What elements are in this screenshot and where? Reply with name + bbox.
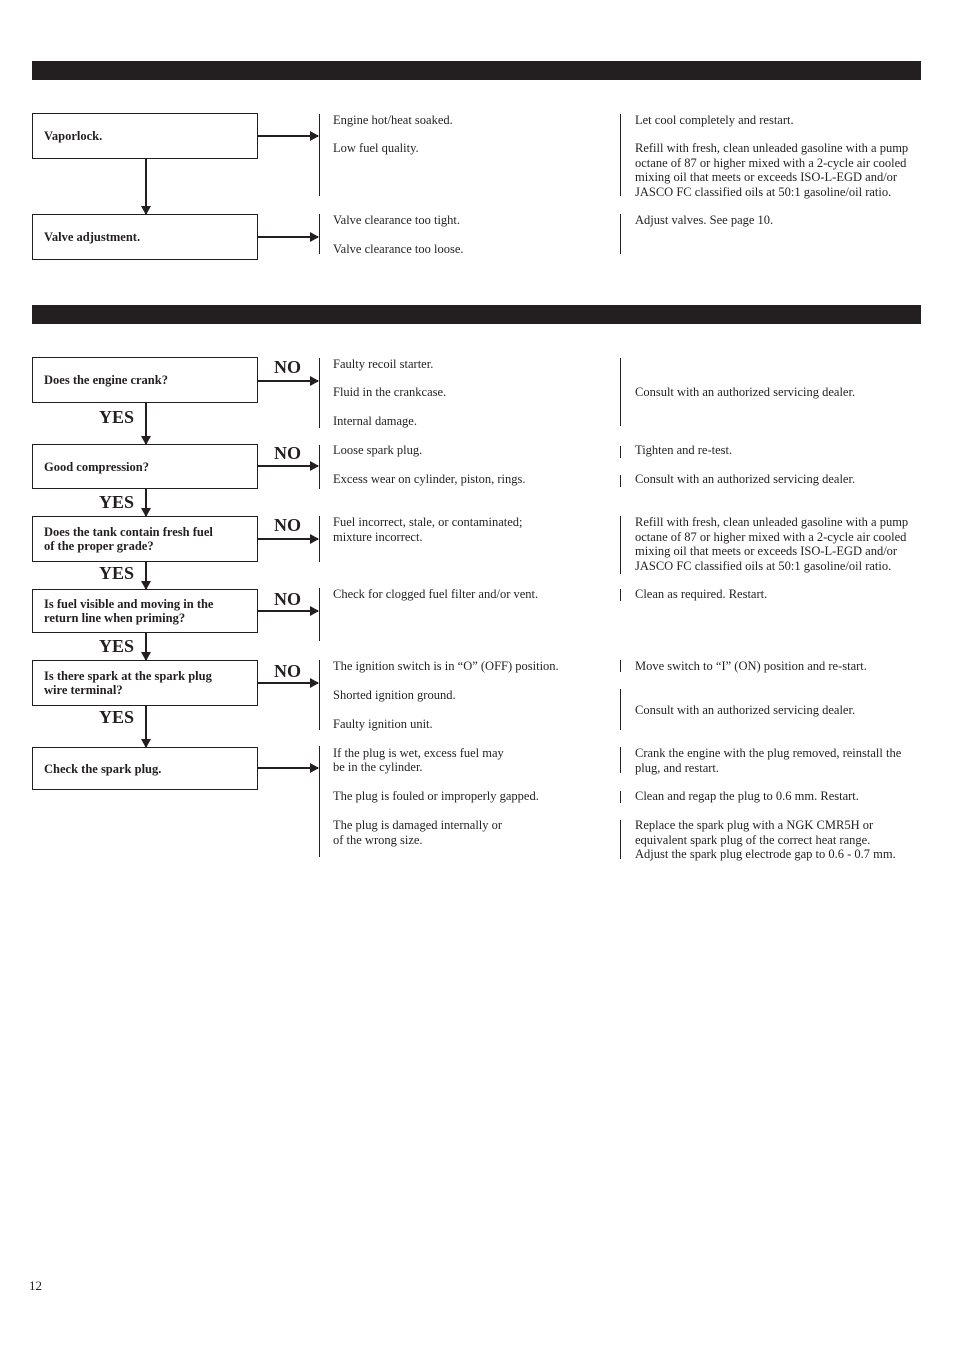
- check-plug-arrow: [258, 767, 318, 769]
- remedy-text: equivalent spark plug of the correct heat range.: [635, 832, 871, 847]
- remedy-text: Adjust valves. See page 10.: [635, 213, 774, 227]
- remedy-line: Refill with fresh, clean unleaded gasoline with a pump: [635, 141, 909, 155]
- check-plug-box: [32, 747, 258, 790]
- vaporlock-box: [32, 113, 258, 159]
- section-header-bar-2: [32, 305, 921, 324]
- cause-text: of the wrong size.: [333, 833, 423, 847]
- cause-text: mixture incorrect.: [333, 530, 423, 544]
- yes-label: YES: [99, 707, 135, 727]
- remedy-divider: [620, 820, 621, 859]
- no-arrow: [258, 380, 318, 382]
- cause-text: Valve clearance too tight.: [333, 213, 461, 227]
- remedy-text: JASCO FC classified oils at 50:1 gasoline/oil ratio.: [635, 558, 892, 573]
- remedy-divider: [620, 689, 621, 730]
- cause-divider: [319, 214, 320, 254]
- cause-divider: [319, 660, 320, 730]
- remedy-text: Move switch to “I” (ON) position and re-start.: [635, 659, 867, 673]
- cause-text: Check for clogged fuel filter and/or vent.: [333, 587, 539, 601]
- remedy-divider: [620, 589, 621, 601]
- remedy-text: octane of 87 or higher mixed with a 2-cycle air cooled: [635, 529, 907, 544]
- remedy-line: mixing oil that meets or exceeds ISO-L-EGD and/or: [635, 170, 898, 184]
- remedy-text: Refill with fresh, clean unleaded gasoline with a pump: [635, 515, 909, 529]
- remedy-divider: [620, 747, 621, 773]
- fresh-fuel-box: [32, 516, 258, 562]
- remedy-divider: [620, 358, 621, 426]
- page-number: 12: [29, 1278, 42, 1293]
- cause-divider: [319, 445, 320, 489]
- remedy-divider: [620, 214, 621, 254]
- label-line: of the proper grade?: [44, 539, 154, 553]
- cause-divider: [319, 114, 320, 196]
- remedy-text: Clean and regap the plug to 0.6 mm. Restart.: [635, 789, 859, 803]
- yes-arrow: [145, 706, 147, 747]
- remedy-text: Clean as required. Restart.: [635, 587, 768, 601]
- remedy-text: Consult with an authorized servicing dealer.: [635, 472, 856, 486]
- no-label: NO: [274, 661, 301, 681]
- cause-text: Internal damage.: [333, 414, 417, 428]
- yes-label: YES: [99, 636, 135, 656]
- cause-text: The plug is damaged internally or: [333, 818, 503, 832]
- spark-label: [44, 669, 212, 697]
- yes-label: YES: [99, 563, 135, 583]
- remedy-text: Let cool completely and restart.: [635, 113, 794, 127]
- engine-crank-label: Does the engine crank?: [44, 373, 168, 387]
- cause-text: Loose spark plug.: [333, 443, 423, 457]
- remedy-text: plug, and restart.: [635, 760, 720, 775]
- cause-divider: [319, 588, 320, 641]
- no-label: NO: [274, 357, 301, 377]
- cause-text: If the plug is wet, excess fuel may: [333, 746, 504, 760]
- spark-box: [32, 660, 258, 706]
- no-arrow: [258, 610, 318, 612]
- cause-text: Valve clearance too loose.: [333, 242, 464, 256]
- remedy-divider: [620, 516, 621, 574]
- check-plug-label: Check the spark plug.: [44, 761, 162, 776]
- no-label: NO: [274, 443, 301, 463]
- cause-divider: [319, 358, 320, 428]
- label-line: Does the tank contain fresh fuel: [44, 525, 213, 539]
- yes-label: YES: [99, 407, 135, 427]
- cause-text: be in the cylinder.: [333, 760, 423, 774]
- vaporlock-label: Vaporlock.: [44, 129, 103, 143]
- cause-text: Fluid in the crankcase.: [333, 385, 447, 399]
- yes-arrow: [145, 489, 147, 516]
- cause-text: Faulty recoil starter.: [333, 357, 434, 371]
- compression-box: [32, 444, 258, 489]
- remedy-line: JASCO FC classified oils at 50:1 gasoline/oil ratio.: [635, 184, 892, 199]
- remedy-divider: [620, 446, 621, 458]
- remedy-divider: [620, 114, 621, 196]
- yes-arrow: [145, 403, 147, 444]
- section-header-bar-1: [32, 61, 921, 80]
- label-line: return line when priming?: [44, 611, 186, 625]
- remedy-text: Tighten and re-test.: [635, 443, 733, 457]
- cause-text: Engine hot/heat soaked.: [333, 113, 453, 127]
- remedy-text: Replace the spark plug with a NGK CMR5H or: [635, 818, 874, 832]
- label-line: wire terminal?: [44, 683, 123, 697]
- remedy-text: Adjust the spark plug electrode gap to 0.6 - 0.7 mm.: [635, 847, 896, 861]
- remedy-divider: [620, 660, 621, 672]
- yes-arrow: [145, 633, 147, 660]
- cause-text: Fuel incorrect, stale, or contaminated;: [333, 515, 523, 529]
- no-label: NO: [274, 589, 301, 609]
- cause-text: Excess wear on cylinder, piston, rings.: [333, 472, 526, 486]
- cause-divider: [319, 746, 320, 857]
- yes-arrow: [145, 562, 147, 589]
- remedy-line: octane of 87 or higher mixed with a 2-cycle air cooled: [635, 155, 907, 170]
- cause-text: Shorted ignition ground.: [333, 688, 456, 702]
- no-arrow: [258, 538, 318, 540]
- engine-crank-box: [32, 357, 258, 403]
- remedy-text: Consult with an authorized servicing dealer.: [635, 703, 856, 717]
- remedy-divider: [620, 791, 621, 803]
- remedy-text: Consult with an authorized servicing dealer.: [635, 385, 856, 399]
- valve-arrow: [258, 236, 318, 238]
- no-label: NO: [274, 515, 301, 535]
- fresh-fuel-label: [44, 525, 213, 553]
- compression-label: Good compression?: [44, 459, 149, 474]
- valve-adjustment-label: Valve adjustment.: [44, 230, 141, 244]
- remedy-divider: [620, 475, 621, 487]
- vaporlock-arrow: [258, 135, 318, 137]
- down-arrow-1: [145, 159, 147, 214]
- label-line: Is there spark at the spark plug: [44, 669, 212, 683]
- no-arrow: [258, 682, 318, 684]
- cause-text: Low fuel quality.: [333, 141, 419, 155]
- remedy-text: Crank the engine with the plug removed, reinstall the: [635, 746, 902, 760]
- yes-label: YES: [99, 492, 135, 512]
- return-line-label: [44, 597, 213, 625]
- cause-text: The plug is fouled or improperly gapped.: [333, 789, 539, 803]
- label-line: Is fuel visible and moving in the: [44, 597, 214, 611]
- no-arrow: [258, 465, 318, 467]
- cause-text: Faulty ignition unit.: [333, 717, 433, 731]
- valve-adjustment-box: [32, 214, 258, 260]
- return-line-box: [32, 589, 258, 633]
- cause-divider: [319, 516, 320, 562]
- remedy-text: mixing oil that meets or exceeds ISO-L-EGD and/or: [635, 544, 898, 558]
- cause-text: The ignition switch is in “O” (OFF) position.: [333, 659, 559, 673]
